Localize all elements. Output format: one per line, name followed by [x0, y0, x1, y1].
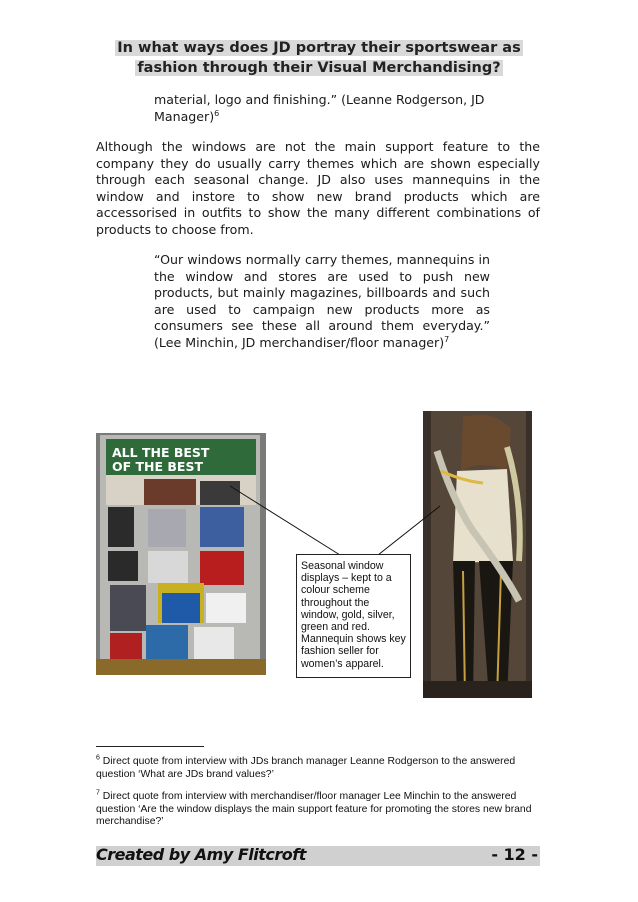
- poster-banner-line-2: OF THE BEST: [112, 459, 203, 474]
- footnote-6: [96, 756, 540, 781]
- title-line-2: fashion through their Visual Merchandising?: [137, 60, 501, 76]
- footnote-6-number: 6: [96, 754, 100, 762]
- footnote-6-text: Direct quote from interview with JDs branch manager Leanne Rodgerson to the answered question ‘What are JDs brand values?’: [96, 756, 516, 780]
- footnote-7: [96, 791, 540, 829]
- quote-lee-text: “Our windows normally carry themes, mannequins in the window and stores are used to push new products, but mainly magazines, billboards and such are used to campaign new products more as consumers see these all around them everyday.” (Lee Minchin, JD merchandiser/floor manager): [154, 252, 490, 350]
- title-line-1: In what ways does JD portray their sportswear as: [117, 40, 521, 56]
- page-footer: [96, 846, 540, 866]
- callout-box: Seasonal window displays – kept to a colour scheme throughout the window, gold, silver, green and red. Mannequin shows key fashion seller for women’s apparel.: [296, 554, 411, 678]
- footnote-7-number: 7: [96, 789, 100, 797]
- connector-to-poster: [230, 486, 340, 555]
- page-number: - 12 -: [491, 845, 538, 864]
- footnote-separator: [96, 746, 204, 747]
- footer-author: Created by Amy Flitcroft: [96, 845, 306, 864]
- poster-banner-line-1: ALL THE BEST: [112, 445, 210, 460]
- footnote-ref-6: 6: [214, 108, 220, 118]
- quote-leanne-text: material, logo and finishing.” (Leanne Rodgerson, JD Manager): [154, 92, 485, 124]
- body-paragraph: Although the windows are not the main support feature to the company they do usually carry themes which are shown especially through each seasonal change. JD also uses mannequins in the window and instore to show new brand products which are accessorised in outfits to show the many different combinations of products to choose from.: [96, 139, 540, 237]
- footnote-ref-7: 7: [444, 334, 450, 344]
- connector-to-mannequin: [378, 506, 440, 555]
- footnote-7-text: Direct quote from interview with merchandiser/floor manager Lee Minchin to the answered question ‘Are the window displays the main support feature for promoting the stores new brand merchandise?’: [96, 791, 532, 827]
